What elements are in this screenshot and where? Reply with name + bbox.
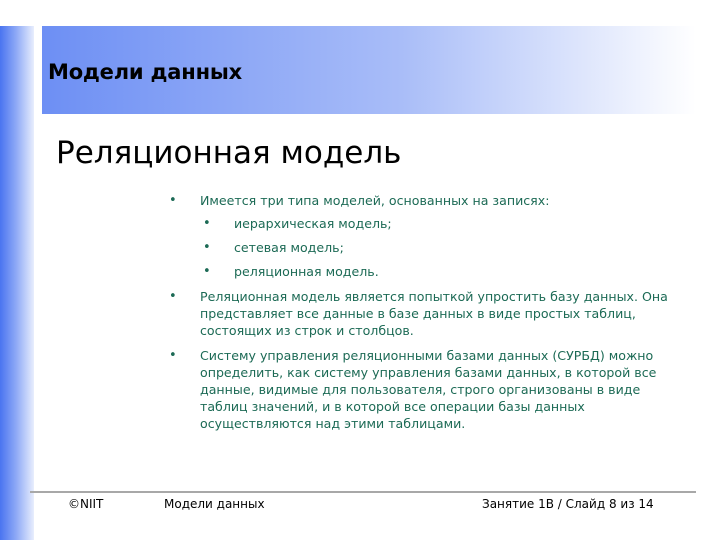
bullet-item — [166, 192, 682, 280]
bullet-text: Систему управления реляционными базами данных (СУРБД) можно определить, как систему управления базами данных, в которой все данные, видимые для пользователя, строго организованы в виде таблиц значений, и в которой все операции базы данных осуществляются над этими таблицами. — [200, 348, 657, 431]
bullet-dot-icon: • — [169, 193, 177, 208]
bullet-dot-icon: • — [203, 264, 211, 279]
slide-content — [166, 192, 682, 440]
sub-bullet-item — [200, 215, 682, 232]
header-title: Модели данных — [48, 60, 243, 84]
slide-subtitle: Реляционная модель — [56, 135, 402, 171]
bullet-dot-icon: • — [169, 348, 177, 363]
footer-slide-info: Занятие 1В / Слайд 8 из 14 — [482, 497, 654, 511]
sub-bullet-text: иерархическая модель; — [234, 216, 392, 231]
bullet-text: Имеется три типа моделей, основанных на записях: — [200, 193, 550, 208]
footer-divider — [30, 491, 696, 493]
sub-bullet-text: реляционная модель. — [234, 264, 379, 279]
sub-bullet-item — [200, 263, 682, 280]
footer-copyright: ©NIIT — [68, 497, 104, 511]
left-decorative-bar — [0, 26, 34, 540]
footer-course-title: Модели данных — [164, 497, 265, 511]
bullet-dot-icon: • — [169, 289, 177, 304]
bullet-item — [166, 288, 682, 339]
bullet-dot-icon: • — [203, 240, 211, 255]
sub-bullet-item — [200, 239, 682, 256]
bullet-text: Реляционная модель является попыткой упростить базу данных. Она представляет все данные в базе данных в виде простых таблиц, состоящих из строк и столбцов. — [200, 289, 668, 338]
sub-bullet-text: сетевая модель; — [234, 240, 344, 255]
sub-bullet-list — [200, 215, 682, 280]
bullet-item — [166, 347, 682, 432]
bullet-dot-icon: • — [203, 216, 211, 231]
